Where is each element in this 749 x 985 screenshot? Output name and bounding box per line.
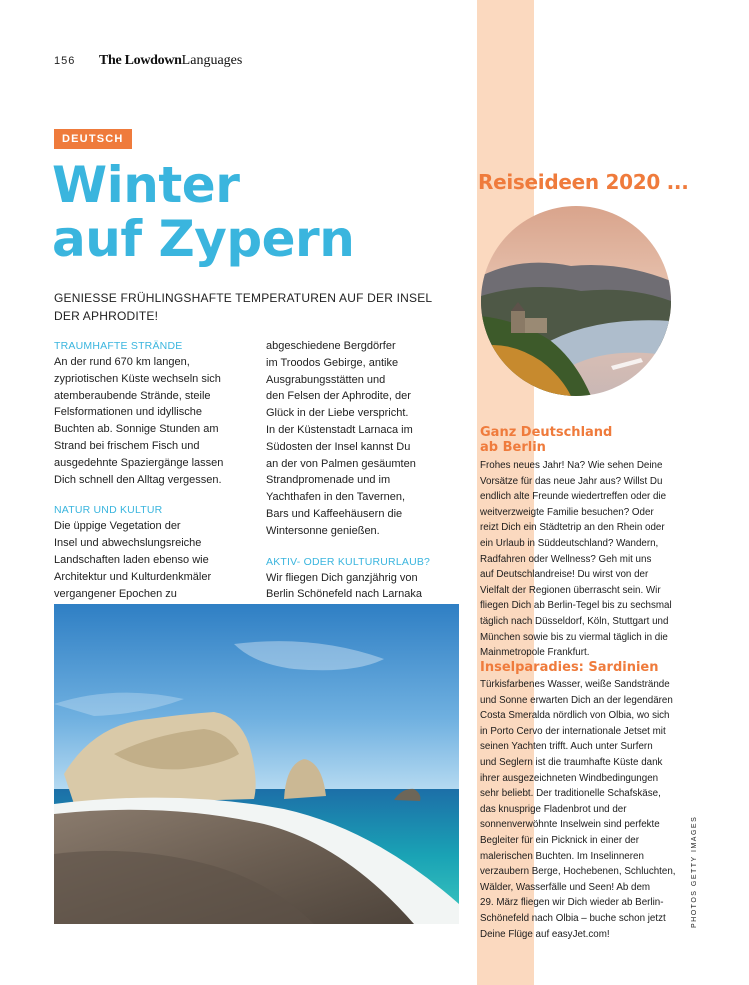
sidebar-heading-line: Ganz Deutschland [480,425,613,440]
sidebar-line: auf Deutschlandreise! Du wirst von der [480,569,649,581]
masthead-section: Languages [181,53,243,68]
body-line: Felsformationen und idyllische [54,406,202,419]
body-line: atemberaubende Strände, steile [54,389,211,402]
sidebar-line: und Sonne erwarten Dich an der legendären [480,694,673,706]
sidebar-line: 29. März fliegen wir Dich wieder ab Berlin- [480,897,664,909]
sidebar-body [480,677,702,942]
text-column-left [54,338,254,633]
body-line: Berlin Schönefeld nach Larnaka [266,588,422,601]
section-body [266,338,466,540]
sidebar-line: in Porto Cervo der internationale Jetset mit [480,725,666,737]
sidebar-line: Radfahren oder Wellness? Geh mit uns [480,553,652,565]
sidebar-line: München sowie bis zu viermal täglich in die [480,631,668,643]
sidebar-line: malerischen Buchten. Im Inselinneren [480,850,644,862]
body-line: abgeschiedene Bergdörfer [266,340,396,352]
sidebar-line: täglich nach Düsseldorf, Köln, Stuttgart und [480,615,669,627]
sidebar-line: verzaubern Berge, Hochebenen, Schluchten, [480,866,676,878]
body-line: Ausgrabungsstätten und [266,373,386,386]
rhine-photo-illustration [481,206,671,396]
body-line: im Troodos Gebirge, antike [266,356,399,369]
body-line: Südosten der Insel kannst Du [266,440,411,453]
sidebar-line: Mainmetropole Frankfurt. [480,647,590,659]
body-line: vergangener Epochen zu [54,587,177,600]
body-line: In der Küstenstadt Larnaca im [266,423,413,436]
beach-photo-illustration [54,604,459,924]
sidebar-line: Costa Smeralda nördlich von Olbia, wo sich [480,710,670,722]
body-line: Glück in der Liebe verspricht. [266,407,409,420]
body-line: An der rund 670 km langen, [54,356,190,368]
masthead [99,53,242,69]
subtitle-line: GENIESSE FRÜHLINGSHAFTE TEMPERATUREN AUF DER INSEL [54,291,433,305]
body-line: Architektur und Kulturdenkmäler [54,570,212,583]
body-line: zypriotischen Küste wechseln sich [54,372,221,385]
sidebar-title: Reiseideen 2020 ... [478,170,689,194]
text-column-right [266,338,466,634]
sidebar-line: weitverzweigte Familie besuchen? Oder [480,506,654,518]
sidebar-line: Frohes neues Jahr! Na? Wie sehen Deine [480,460,663,471]
body-line: ausgedehnte Spaziergänge lassen [54,456,224,469]
body-line: Strand bei frischem Fisch und [54,439,200,452]
sidebar-line: sonnenverwöhnte Inselwein sind perfekte [480,819,660,831]
sidebar-line: Schönefeld nach Olbia – buche schon jetzt [480,912,666,924]
sidebar-line: das knusprige Fladenbrot und der [480,803,627,815]
article-title [52,158,452,266]
title-line: Winter [52,156,240,214]
sidebar-line: ein Urlaub in Süddeutschland? Wandern, [480,537,659,549]
sidebar-line: ihrer ausgezeichneten Windbedingungen [480,772,659,784]
beach-photo [54,604,459,924]
sidebar-line: fliegen Dich ab Berlin-Tegel bis zu sechsmal [480,600,672,612]
body-line: Yachthafen in den Tavernen, [266,491,406,504]
section-heading: TRAUMHAFTE STRÄNDE [54,340,183,352]
sidebar-line: reizt Dich ein Städtetrip an den Rhein oder [480,522,665,534]
sidebar-line: Deine Flüge auf easyJet.com! [480,928,610,940]
sidebar-line: seinen Yachten trifft. Auch unter Surfern [480,741,653,753]
sidebar-line: sehr beliebt. Der traditionelle Schafskäse, [480,788,661,800]
sidebar-line: Vielfalt der Regionen überrascht sein. Wir [480,584,661,596]
section-heading: AKTIV- ODER KULTURURLAUB? [266,555,431,568]
article-subtitle [54,289,444,325]
body-line: Bars und Kaffeehäusern die [266,507,403,520]
sidebar-heading-line: Inselparadies: Sardinien [480,660,659,675]
sidebar-line: endlich alte Freunde wiedertreffen oder die [480,491,667,503]
sidebar-heading [480,425,612,455]
sidebar-line: Wälder, Wasserfälle und Seen! Ab dem [480,881,651,893]
page-number: 156 [54,55,76,67]
masthead-brand: The Lowdown [99,53,182,68]
sidebar-heading-line: ab Berlin [480,440,546,455]
photo-credit: PHOTOS GETTY IMAGES [691,815,698,928]
sidebar-line: Vorsätze für das neue Jahr aus? Willst Du [480,475,663,487]
rhine-photo [481,206,671,396]
body-line: Wir fliegen Dich ganzjährig von [266,571,418,584]
body-line: Landschaften laden ebenso wie [54,553,209,566]
body-line: Insel und abwechslungsreiche [54,537,202,550]
subtitle-line: DER APHRODITE! [54,309,159,323]
sidebar-heading [480,660,659,675]
sidebar-body [480,458,702,661]
title-line: auf Zypern [52,210,355,268]
body-line: Wintersonne genießen. [266,524,380,537]
sidebar-line: Türkisfarbenes Wasser, weiße Sandstrände [480,679,670,690]
section-heading: NATUR UND KULTUR [54,504,163,517]
body-line: Die üppige Vegetation der [54,520,181,533]
section-body [54,354,254,488]
sidebar-line: Begleiter für ein Picknick in einer der [480,834,640,846]
body-line: Buchten ab. Sonnige Stunden am [54,423,219,436]
body-line: den Felsen der Aphrodite, der [266,390,411,403]
language-tag: DEUTSCH [54,129,132,149]
body-line: Strandpromenade und im [266,474,391,487]
body-line: an der von Palmen gesäumten [266,457,416,470]
sidebar-line: und Seglern ist die traumhafte Küste dank [480,756,663,768]
body-line: Dich schnell den Alltag vergessen. [54,473,222,486]
